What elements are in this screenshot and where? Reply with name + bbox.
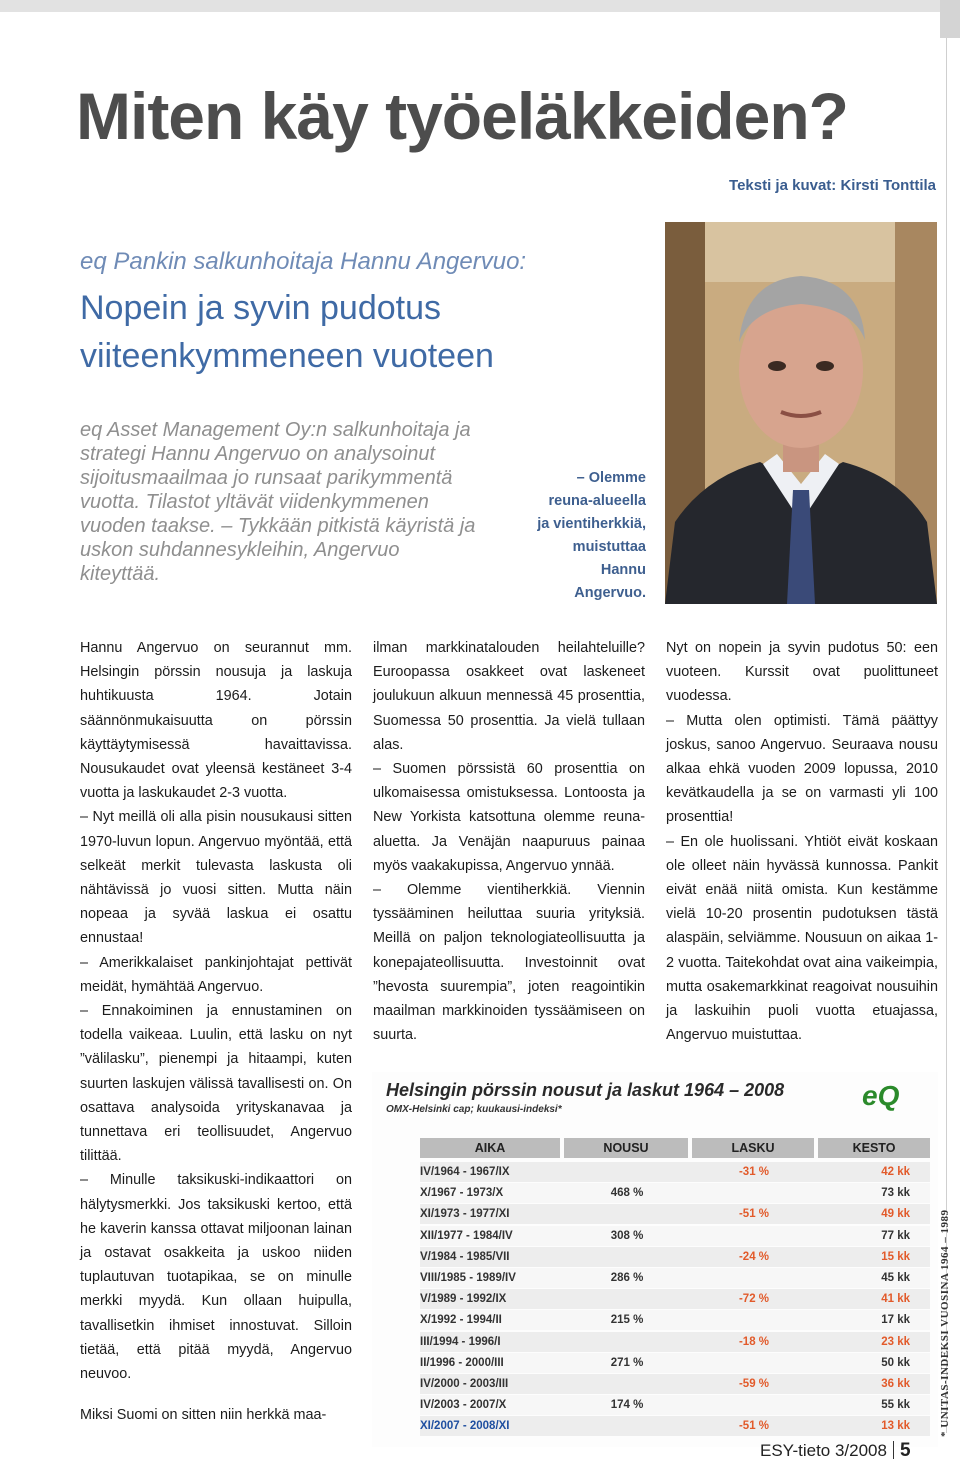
table-cell-lasku: -24 % [738, 1250, 770, 1263]
table-cell-aika: XI/2007 - 2008/XI [420, 1420, 510, 1433]
table-cell-aika: IV/2003 - 2007/X [420, 1399, 507, 1412]
table-cell-nousu [564, 1289, 690, 1309]
table-cell-kesto: 49 kk [881, 1208, 910, 1221]
table-cell-lasku [692, 1268, 816, 1288]
pull-quote: – Olemme reuna-alueella ja vientiherkkiä, muistuttaa Hannu Angervuo. [537, 470, 646, 601]
paragraph: – Mutta olen optimisti. Tämä päättyy joskus, sanoo Angervuo. Seuraava nousu alkaa ehkä vuoden 2009 lopussa, 2010 kevätkaudella ja se on varmasti yli 100 prosenttia! [666, 712, 938, 826]
paragraph: – Nyt meillä oli alla pisin nousukausi sitten 1970-luvun lopun. Angervuo myöntää, että selkeät merkit tulevasta laskusta oli nähtävissä jo vuosi sitten. Mutta näin nopeaa ja syvää laskua ei osattu ennustaa! [80, 809, 352, 947]
table-cell-lasku: -51 % [738, 1208, 770, 1221]
table-cell-aika: VIII/1985 - 1989/IV [420, 1272, 516, 1284]
byline: Teksti ja kuvat: Kirsti Tonttila [729, 177, 936, 194]
table-cell-nousu [564, 1204, 690, 1224]
page-footer [760, 1440, 911, 1462]
article-lead: eq Asset Management Oy:n salkunhoitaja ja strategi Hannu Angervuo on analysoinut sijoitusmaailmaa jo runsaat parikymmentä vuotta. Tilastot yltävät viidenkymmenen vuoden taakse. – Tykkään pitkistä käyristä ja uskon suhdannesykleihin, Angervuo kiteyttää. [80, 419, 476, 585]
table-cell-aika: V/1989 - 1992/IX [420, 1293, 507, 1306]
article-kicker: eq Pankin salkunhoitaja Hannu Angervuo: [80, 248, 527, 275]
table-cell-nousu [564, 1416, 690, 1436]
page-corner-tab [940, 0, 960, 38]
paragraph: – Suomen pörssistä 60 prosenttia on ulkomaisessa omistuksessa. Lontoosta ja New Yorkista katsottuna olemme reuna-aluetta. Ja Venäjän naapuruus painaa myös vaakakupissa, Angervuo ynnää. [373, 761, 645, 874]
paragraph: – Olemme vientiherkkiä. Viennin tyssääminen heiluttaa suuria yrityksiä. Meillä on paljon teknologiateollisuutta ja konepajateollisuutta. Investoinnit ovat ”hevosta suurempia”, joten reagointikin maailman markkinoiden tyssäämiseen on suurta. [373, 882, 645, 1044]
column-header-kesto: KESTO [818, 1138, 930, 1158]
column-header-nousu: NOUSU [564, 1138, 688, 1158]
column-header-lasku: LASKU [692, 1138, 814, 1158]
unitas-note-text: * UNITAS-INDEKSI VUOSINA 1964 – 1989 [939, 1209, 951, 1437]
table-cell-aika: XI/1973 - 1977/XI [420, 1208, 510, 1221]
table-cell-lasku [692, 1310, 816, 1330]
table-cell-nousu: 468 % [610, 1187, 644, 1200]
page-headline: Miten käy työeläkkeiden? [76, 79, 848, 153]
page-number: 5 [899, 1440, 911, 1461]
table-cell-lasku: -51 % [738, 1420, 770, 1433]
table-cell-lasku [692, 1226, 816, 1246]
table-cell-lasku [692, 1395, 816, 1415]
magazine-issue: ESY-tieto 3/2008 [760, 1441, 887, 1460]
footer-divider [893, 1441, 894, 1459]
table-cell-nousu: 215 % [610, 1314, 644, 1327]
table-cell-kesto: 45 kk [881, 1272, 910, 1284]
article-column-1 [80, 636, 352, 1386]
table-cell-aika: II/1996 - 2000/III [420, 1356, 504, 1369]
table-cell-aika: XII/1977 - 1984/IV [420, 1229, 513, 1242]
paragraph: Nyt on nopein ja syvin pudotus 50: een vuoteen. Kurssit ovat puolittuneet vuodessa. [666, 640, 938, 705]
market-cycles-table [372, 1072, 938, 1447]
table-cell-lasku [692, 1353, 816, 1373]
table-cell-aika: IV/2000 - 2003/III [420, 1378, 509, 1390]
table-subtitle: OMX-Helsinki cap; kuukausi-indeksi* [386, 1104, 562, 1115]
table-cell-nousu: 286 % [610, 1272, 644, 1284]
article-subhead: Nopein ja syvin pudotus viiteenkymmeneen vuoteen [80, 289, 494, 375]
table-cell-lasku: -59 % [738, 1378, 770, 1390]
table-cell-kesto: 50 kk [881, 1356, 910, 1369]
table-cell-lasku: -72 % [738, 1293, 770, 1306]
table-cell-aika: X/1967 - 1973/X [420, 1187, 504, 1200]
table-cell-kesto: 55 kk [881, 1399, 910, 1412]
portrait-illustration [665, 222, 937, 604]
top-band [0, 0, 948, 12]
article-column-3 [666, 636, 938, 1047]
paragraph: ilman markkinatalouden heilahteluille? Euroopassa osakkeet ovat laskeneet joulukuun alkuun mennessä 45 prosenttia, Suomessa 50 prosenttia. Ja vielä tullaan alas. [373, 640, 645, 753]
table-cell-lasku [692, 1183, 816, 1203]
table-cell-nousu [564, 1374, 690, 1394]
table-cell-aika: III/1994 - 1996/I [420, 1335, 501, 1348]
table-cell-nousu [564, 1162, 690, 1182]
article-column-2 [373, 636, 645, 1047]
table-cell-nousu [564, 1332, 690, 1352]
table-cell-nousu: 308 % [610, 1229, 644, 1242]
table-cell-kesto: 77 kk [881, 1229, 910, 1242]
paragraph: – Ennakoiminen ja ennustaminen on todella vaikeaa. Luulin, että lasku on nyt ”välilasku”, pienempi ja hitaampi, kuten suurten laskujen välissä tavallisesti on. On osattava analysoida yrityskanavaa ja tunnettava eri teollisuudet, Angervuo tilittää. [80, 1003, 352, 1165]
column-header-aika: AIKA [420, 1138, 560, 1158]
table-cell-kesto: 73 kk [881, 1187, 910, 1200]
table-title: Helsingin pörssin nousut ja laskut 1964 – 2008 [386, 1080, 785, 1100]
table-cell-aika: IV/1964 - 1967/IX [420, 1166, 510, 1178]
table-cell-kesto: 15 kk [881, 1250, 910, 1263]
paragraph: Hannu Angervuo on seurannut mm. Helsingin pörssin nousuja ja laskuja huhtikuusta 1964. Jotain säännönmukaisuutta on pörssin käyttäytymisessä havaittavissa. Nousukaudet ovat yleensä kestäneet 3-4 vuotta ja laskukaudet 2-3 vuotta. [80, 640, 352, 802]
table-cell-lasku: -18 % [738, 1335, 770, 1348]
paragraph: – Minulle taksikuski-indikaattori on hälytysmerkki. Jos taksikuski kertoo, että he kaverin kanssa ottavat miljoonan lainan ja ostavat osakkeita ja uskoo niiden tuplautuvan tuotapikaa, se on minulle merkki myydä. Kun ollaan huipulla, tavallisetkin ihmiset innostuvat. Silloin tietää, että pitää myydä, Angervuo neuvoo. [80, 1172, 352, 1383]
column-1-continuation: Miksi Suomi on sitten niin herkkä maa- [80, 1407, 327, 1423]
eq-logo: eQ [862, 1080, 900, 1111]
table-cell-lasku: -31 % [738, 1166, 770, 1178]
table-cell-kesto: 41 kk [881, 1293, 910, 1306]
table-cell-kesto: 42 kk [881, 1166, 910, 1178]
table-cell-nousu: 174 % [610, 1399, 644, 1412]
table-cell-kesto: 36 kk [881, 1378, 910, 1390]
table-cell-nousu: 271 % [610, 1356, 644, 1369]
table-cell-aika: X/1992 - 1994/II [420, 1314, 502, 1327]
table-cell-nousu [564, 1247, 690, 1267]
paragraph: – En ole huolissani. Yhtiöt eivät koskaan ole olleet näin hyvässä kunnossa. Pankit eivät enää niitä omista. Kun kestämme vielä 10-20 prosentin pudotuksen tästä alaspäin, selviämme. Nousuun on aikaa 1-2 vuotta. Taitekohdat ovat aina vaikeimpia, mutta osakemarkkinat reagoivat nousuihin ja laskuihin puoli vuotta etuajassa, Angervuo muistuttaa. [666, 833, 938, 1044]
paragraph: – Amerikkalaiset pankinjohtajat pettivät meidät, hymähtää Angervuo. [80, 954, 352, 995]
table-cell-kesto: 17 kk [881, 1314, 910, 1327]
unitas-note [934, 1205, 954, 1440]
table-cell-aika: V/1984 - 1985/VII [420, 1250, 510, 1263]
table-cell-kesto: 13 kk [881, 1420, 910, 1433]
portrait-photo [665, 222, 937, 604]
table-cell-kesto: 23 kk [881, 1335, 910, 1348]
